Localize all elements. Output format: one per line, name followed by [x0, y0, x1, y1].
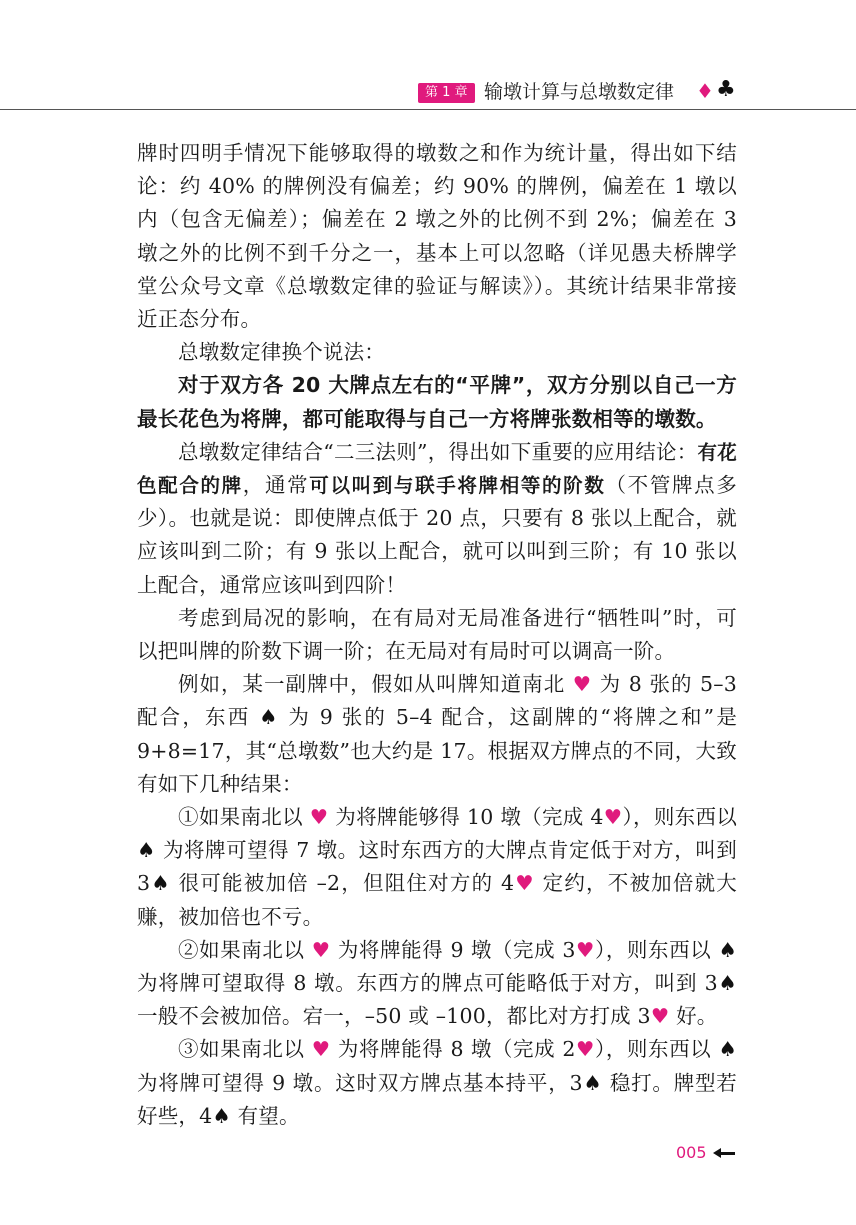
text-run: 为将牌可望得 9 墩。这时双方牌点基本持平，3 — [137, 1070, 583, 1095]
text-run: 为将牌可望取得 8 墩。东西方的牌点可能略低于对方，叫到 3 — [137, 971, 718, 996]
spade-icon: ♠ — [212, 1103, 231, 1128]
text-run: 为 8 张的 5–3 配合，东西 — [137, 672, 737, 730]
paragraph-6 — [137, 668, 737, 801]
text-run: ），则东西以 — [594, 937, 719, 962]
page-footer — [676, 1140, 735, 1166]
page-number: 005 — [676, 1143, 707, 1162]
spade-icon: ♠ — [717, 971, 738, 996]
paragraph-1: 牌时四明手情况下能够取得的墩数之和作为统计量，得出如下结论：约 40% 的牌例没有偏差；约 90% 的牌例，偏差在 1 墩以内（包含无偏差）；偏差在 2 墩之外的比例不到 2%；偏差在 3 墩之外的比例不到千分之一，基本上可以忽略（详见愚夫桥牌学堂公众号文章《总墩数定律的验证与解读》）。其统计结果非常接近正态分布。 — [137, 141, 737, 332]
bold-run: 有花色配合的牌 — [137, 440, 737, 498]
text-run: ，通常 — [242, 473, 310, 498]
text-run: 很可能被加倍 –2，但阻住对方的 4 — [170, 871, 515, 896]
text-run: ②如果南北以 — [178, 937, 312, 962]
paragraph-4 — [137, 436, 737, 602]
spade-icon: ♠ — [582, 1070, 603, 1095]
paragraph-9 — [137, 1033, 737, 1133]
text-run: 为将牌能得 8 墩（完成 2 — [330, 1037, 576, 1062]
text-run: 一般不会被加倍。宕一，–50 或 –100，都比对方打成 3 — [137, 1004, 651, 1029]
text-run: （不管牌点多少）。也就是说：即使牌点低于 20 点，只要有 8 张以上配合，就应该叫到二阶；有 9 张以上配合，就可以叫到三阶；有 10 张以上配合，通常应该叫到四阶！ — [137, 473, 737, 597]
heart-icon: ♥ — [575, 937, 595, 962]
chapter-title: 输墩计算与总墩数定律 — [484, 81, 675, 103]
text-run: 定约，不被加倍就大赚，被加倍也不亏。 — [137, 871, 738, 929]
text-run: 为将牌可望得 7 墩。这时东西方的大牌点肯定低于对方，叫到 3 — [137, 838, 738, 896]
arrow-left-icon — [713, 1140, 735, 1166]
bold-run: 可以叫到与联手将牌相等的阶数 — [309, 474, 606, 498]
text-run: 好。 — [669, 1004, 718, 1029]
paragraph-3-bold-rule: 对于双方各 20 大牌点左右的“平牌”，双方分别以自己一方最长花色为将牌，都可能取得与自己一方将牌张数相等的墩数。 — [137, 373, 737, 431]
paragraph-2: 总墩数定律换个说法： — [178, 340, 385, 365]
paragraph-8 — [137, 934, 737, 1034]
chapter-badge: 第 1 章 — [418, 83, 475, 103]
page-body — [137, 137, 737, 1133]
heart-icon: ♥ — [311, 1037, 331, 1062]
diamond-icon: ♦ — [696, 79, 714, 103]
spade-icon: ♠ — [150, 871, 171, 896]
text-run: 为将牌能够得 10 墩（完成 4 — [328, 805, 604, 830]
heart-icon: ♥ — [572, 672, 593, 697]
text-run: 为将牌能得 9 墩（完成 3 — [330, 937, 576, 962]
paragraph-7 — [137, 801, 737, 934]
heart-icon: ♥ — [514, 871, 535, 896]
text-run: 稳打。牌型若好些，4 — [137, 1070, 738, 1128]
heart-icon: ♥ — [575, 1037, 595, 1062]
heart-icon: ♥ — [650, 1004, 670, 1029]
running-header — [0, 0, 856, 112]
text-run: 例如，某一副牌中，假如从叫牌知道南北 — [178, 672, 573, 697]
spade-icon: ♠ — [718, 937, 738, 962]
text-run: ③如果南北以 — [178, 1037, 312, 1062]
heart-icon: ♥ — [603, 805, 623, 830]
heart-icon: ♥ — [309, 805, 329, 830]
text-run: ），则东西以 — [622, 805, 738, 830]
spade-icon: ♠ — [137, 838, 156, 863]
text-run: 有望。 — [230, 1103, 300, 1128]
club-icon: ♣ — [716, 77, 736, 102]
spade-icon: ♠ — [718, 1037, 738, 1062]
paragraph-5: 考虑到局况的影响，在有局对无局准备进行“牺牲叫”时，可以把叫牌的阶数下调一阶；在无局对有局时可以调高一阶。 — [137, 605, 737, 664]
spade-icon: ♠ — [259, 705, 280, 730]
text-run: ①如果南北以 — [178, 805, 310, 830]
heart-icon: ♥ — [311, 937, 331, 962]
header-divider — [0, 109, 856, 110]
text-run: 为 9 张的 5–4 配合，这副牌的“将牌之和”是 9+8=17，其“总墩数”也大约是 17。根据双方牌点的不同，大致有如下几种结果： — [137, 705, 738, 796]
text-run: 总墩数定律结合“二三法则”，得出如下重要的应用结论： — [178, 439, 698, 464]
text-run: ），则东西以 — [594, 1037, 719, 1062]
